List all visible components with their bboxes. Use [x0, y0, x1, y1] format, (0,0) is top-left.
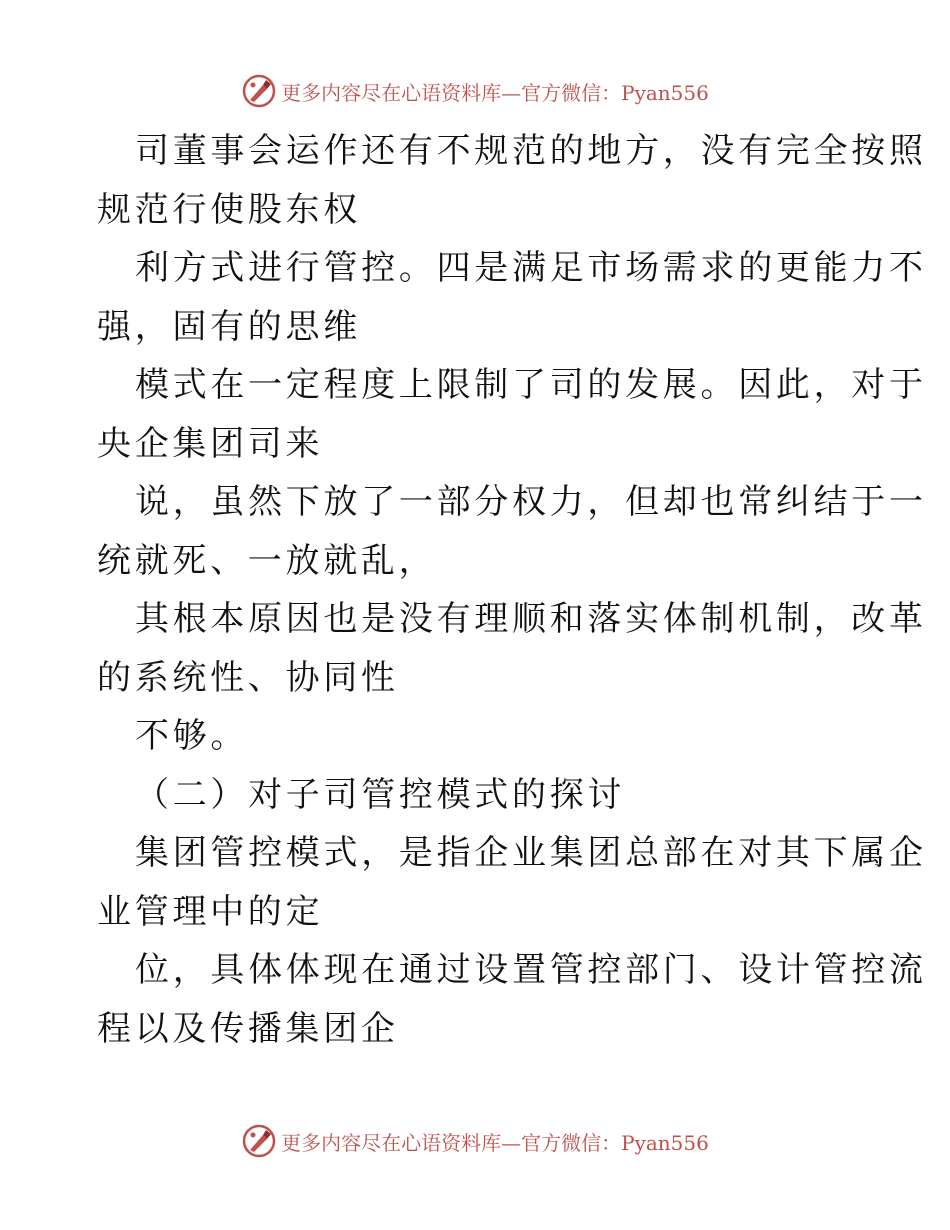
text-line: 集团管控模式，是指企业集团总部在对其下属企: [135, 833, 927, 873]
text-line: 不够。: [135, 716, 249, 756]
text-line: （二）对子司管控模式的探讨: [135, 774, 626, 815]
text-line: 模式在一定程度上限制了司的发展。因此，对于: [135, 365, 927, 405]
watermark-text: 更多内容尽在心语资料库—官方微信：Pyan556: [281, 80, 709, 105]
document-body: [97, 122, 927, 1058]
text-line: 位，具体体现在通过设置管控部门、设计管控流: [135, 950, 927, 990]
text-line: 其根本原因也是没有理顺和落实体制机制，改革: [135, 599, 927, 639]
text-line: 程以及传播集团企: [97, 1008, 399, 1049]
text-line: 业管理中的定: [97, 891, 324, 932]
text-line: 司董事会运作还有不规范的地方，没有完全按照: [135, 131, 927, 171]
text-line: 央企集团司来: [97, 423, 324, 464]
footer-watermark: [0, 1121, 950, 1161]
pen-logo-icon: [241, 73, 277, 109]
text-line: 的系统性、协同性: [97, 657, 399, 698]
text-line: 利方式进行管控。四是满足市场需求的更能力不: [135, 248, 927, 288]
watermark-text: 更多内容尽在心语资料库—官方微信：Pyan556: [281, 1130, 709, 1155]
text-line: 说，虽然下放了一部分权力，但却也常纠结于一: [135, 482, 927, 522]
text-line: 强，固有的思维: [97, 306, 361, 347]
text-line: 统就死、一放就乱，: [97, 540, 437, 581]
pen-logo-icon: [241, 1123, 277, 1159]
header-watermark: [0, 71, 950, 111]
text-line: 规范行使股东权: [97, 189, 361, 230]
